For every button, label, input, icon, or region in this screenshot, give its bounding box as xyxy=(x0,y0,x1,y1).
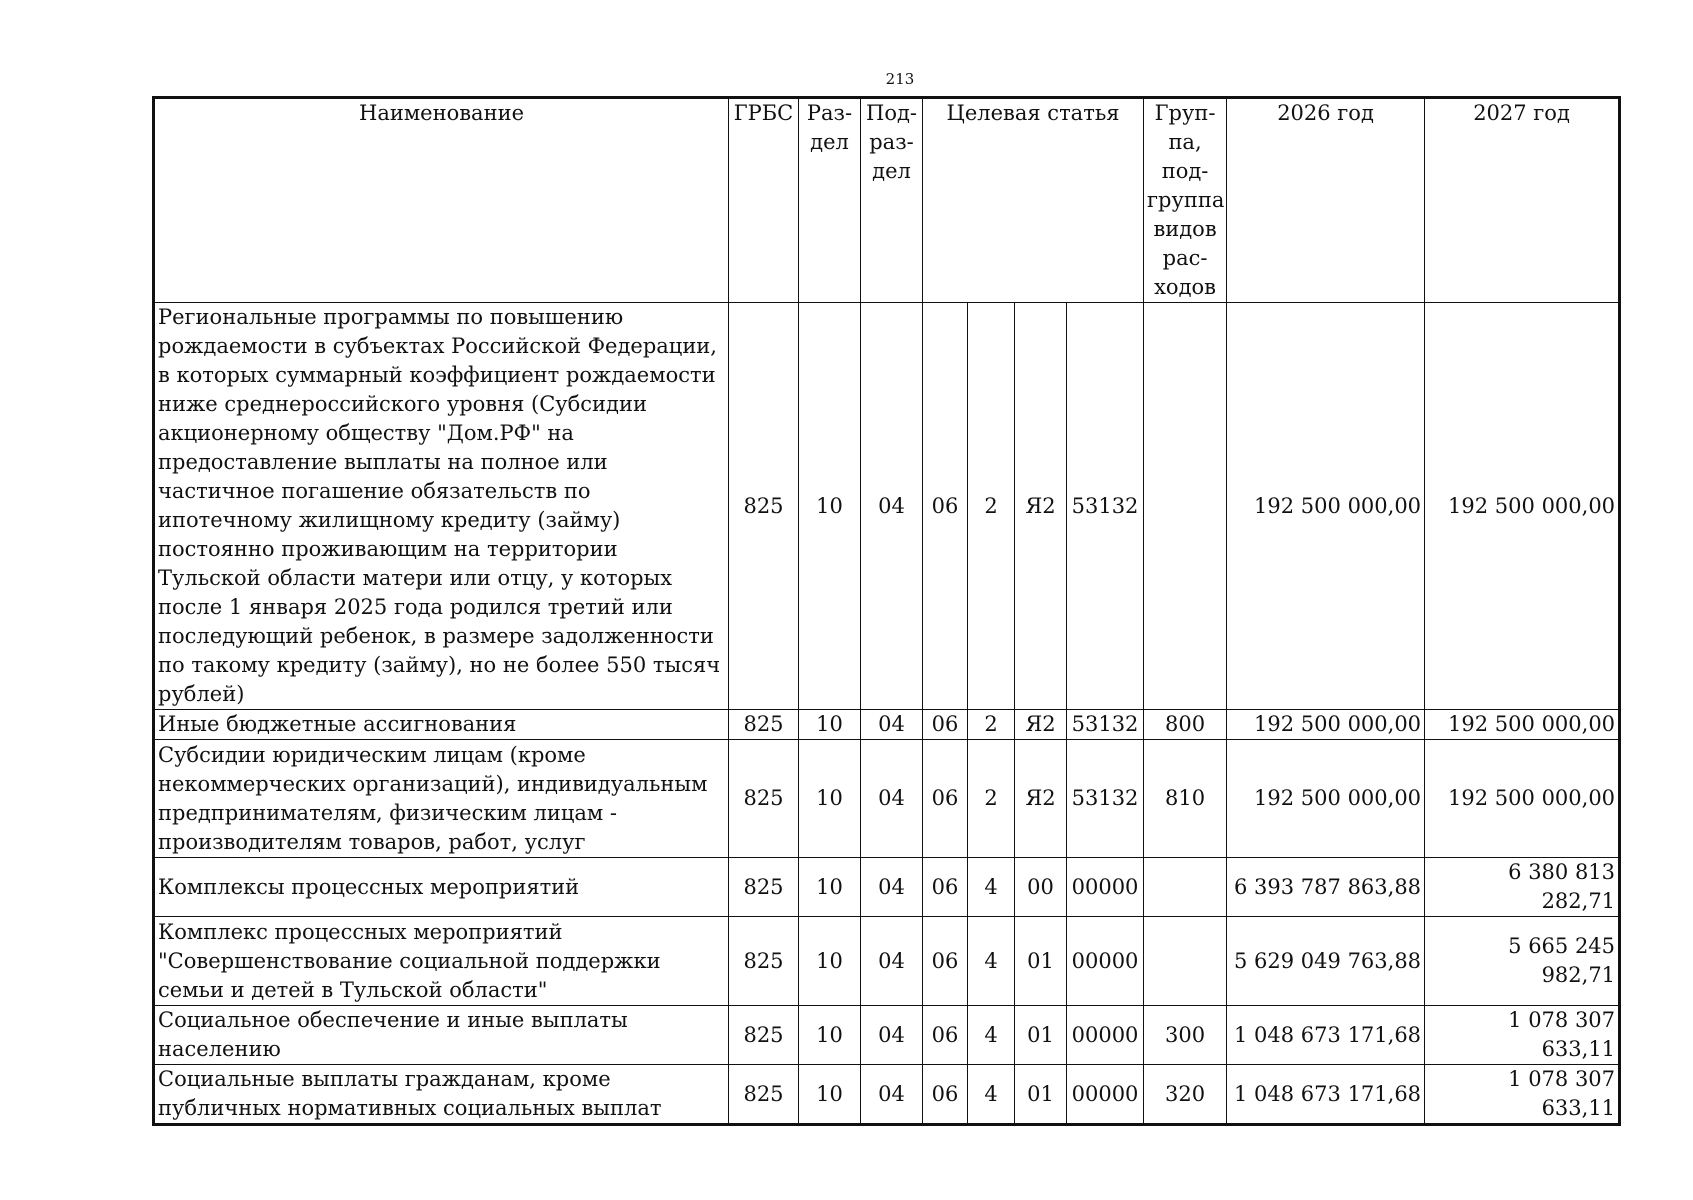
row-podrazdel: 04 xyxy=(861,917,923,1006)
row-target-1: 06 xyxy=(923,1006,968,1065)
row-target-4: 53132 xyxy=(1067,303,1144,710)
row-target-4: 00000 xyxy=(1067,917,1144,1006)
row-2027: 6 380 813 282,71 xyxy=(1425,858,1620,917)
row-name: Иные бюджетные ассигнования xyxy=(154,710,729,740)
header-razdel: Раз- дел xyxy=(799,98,861,303)
row-2026: 192 500 000,00 xyxy=(1227,710,1425,740)
row-target-3: 01 xyxy=(1015,917,1067,1006)
row-name: Социальное обеспечение и иные выплаты населению xyxy=(154,1006,729,1065)
row-razdel: 10 xyxy=(799,740,861,858)
row-grbs: 825 xyxy=(729,917,799,1006)
table-row xyxy=(154,1006,1620,1065)
header-target: Целевая статья xyxy=(923,98,1144,303)
row-target-1: 06 xyxy=(923,740,968,858)
row-target-2: 2 xyxy=(968,740,1015,858)
row-name: Социальные выплаты гражданам, кроме публичных нормативных социальных выплат xyxy=(154,1065,729,1125)
row-2027: 5 665 245 982,71 xyxy=(1425,917,1620,1006)
row-target-4: 00000 xyxy=(1067,1006,1144,1065)
row-target-1: 06 xyxy=(923,858,968,917)
header-grbs: ГРБС xyxy=(729,98,799,303)
row-podrazdel: 04 xyxy=(861,740,923,858)
table-row xyxy=(154,710,1620,740)
row-podrazdel: 04 xyxy=(861,1006,923,1065)
table-row xyxy=(154,917,1620,1006)
row-target-1: 06 xyxy=(923,710,968,740)
row-razdel: 10 xyxy=(799,710,861,740)
row-target-4: 53132 xyxy=(1067,740,1144,858)
row-grbs: 825 xyxy=(729,858,799,917)
row-grbs: 825 xyxy=(729,303,799,710)
row-2027: 192 500 000,00 xyxy=(1425,740,1620,858)
row-target-3: Я2 xyxy=(1015,303,1067,710)
row-grbs: 825 xyxy=(729,740,799,858)
row-target-2: 2 xyxy=(968,303,1015,710)
row-podrazdel: 04 xyxy=(861,1065,923,1125)
row-podrazdel: 04 xyxy=(861,710,923,740)
row-name: Комплекс процессных мероприятий "Совершенствование социальной поддержки семьи и детей в Тульской области" xyxy=(154,917,729,1006)
page-number: 213 xyxy=(885,70,915,88)
row-razdel: 10 xyxy=(799,303,861,710)
row-vr: 810 xyxy=(1144,740,1227,858)
row-target-2: 4 xyxy=(968,1065,1015,1125)
row-podrazdel: 04 xyxy=(861,858,923,917)
row-name: Субсидии юридическим лицам (кроме некоммерческих организаций), индивидуальным предпринимателям, физическим лицам - производителям товаров, работ, услуг xyxy=(154,740,729,858)
table-row xyxy=(154,740,1620,858)
row-vr xyxy=(1144,858,1227,917)
row-target-2: 4 xyxy=(968,858,1015,917)
row-target-2: 2 xyxy=(968,710,1015,740)
row-2027: 192 500 000,00 xyxy=(1425,710,1620,740)
header-podrazdel: Под- раз- дел xyxy=(861,98,923,303)
header-row xyxy=(154,98,1620,303)
row-vr xyxy=(1144,303,1227,710)
row-grbs: 825 xyxy=(729,1065,799,1125)
table-row xyxy=(154,1065,1620,1125)
row-target-1: 06 xyxy=(923,303,968,710)
table-row xyxy=(154,303,1620,710)
row-2026: 6 393 787 863,88 xyxy=(1227,858,1425,917)
row-target-3: Я2 xyxy=(1015,740,1067,858)
row-name: Комплексы процессных мероприятий xyxy=(154,858,729,917)
row-target-4: 00000 xyxy=(1067,858,1144,917)
budget-table xyxy=(152,96,1621,1126)
row-vr: 800 xyxy=(1144,710,1227,740)
row-target-4: 53132 xyxy=(1067,710,1144,740)
row-razdel: 10 xyxy=(799,917,861,1006)
row-grbs: 825 xyxy=(729,1006,799,1065)
row-target-2: 4 xyxy=(968,1006,1015,1065)
row-2026: 192 500 000,00 xyxy=(1227,740,1425,858)
row-target-2: 4 xyxy=(968,917,1015,1006)
row-target-3: Я2 xyxy=(1015,710,1067,740)
row-target-1: 06 xyxy=(923,1065,968,1125)
row-razdel: 10 xyxy=(799,858,861,917)
row-2027: 1 078 307 633,11 xyxy=(1425,1006,1620,1065)
row-target-4: 00000 xyxy=(1067,1065,1144,1125)
row-2026: 5 629 049 763,88 xyxy=(1227,917,1425,1006)
row-target-3: 01 xyxy=(1015,1065,1067,1125)
row-2026: 1 048 673 171,68 xyxy=(1227,1065,1425,1125)
row-2027: 1 078 307 633,11 xyxy=(1425,1065,1620,1125)
header-2027: 2027 год xyxy=(1425,98,1620,303)
row-2026: 192 500 000,00 xyxy=(1227,303,1425,710)
row-grbs: 825 xyxy=(729,710,799,740)
row-2026: 1 048 673 171,68 xyxy=(1227,1006,1425,1065)
row-razdel: 10 xyxy=(799,1065,861,1125)
row-target-3: 00 xyxy=(1015,858,1067,917)
row-vr xyxy=(1144,917,1227,1006)
row-name: Региональные программы по повышению рождаемости в субъектах Российской Федерации, в которых суммарный коэффициент рождаемости ниже среднероссийского уровня (Субсидии акционерному обществу "Дом.РФ" на предоставление выплаты на полное или частичное погашение обязательств по ипотечному жилищному кредиту (займу) постоянно проживающим на территории Тульской области матери или отцу, у которых после 1 января 2025 года родился третий или последующий ребенок, в размере задолженности по такому кредиту (займу), но не более 550 тысяч рублей) xyxy=(154,303,729,710)
row-vr: 300 xyxy=(1144,1006,1227,1065)
row-vr: 320 xyxy=(1144,1065,1227,1125)
header-name: Наименование xyxy=(154,98,729,303)
row-target-1: 06 xyxy=(923,917,968,1006)
row-2027: 192 500 000,00 xyxy=(1425,303,1620,710)
row-podrazdel: 04 xyxy=(861,303,923,710)
table-row xyxy=(154,858,1620,917)
header-2026: 2026 год xyxy=(1227,98,1425,303)
row-razdel: 10 xyxy=(799,1006,861,1065)
header-group: Груп- па, под- группа видов рас- ходов xyxy=(1144,98,1227,303)
row-target-3: 01 xyxy=(1015,1006,1067,1065)
